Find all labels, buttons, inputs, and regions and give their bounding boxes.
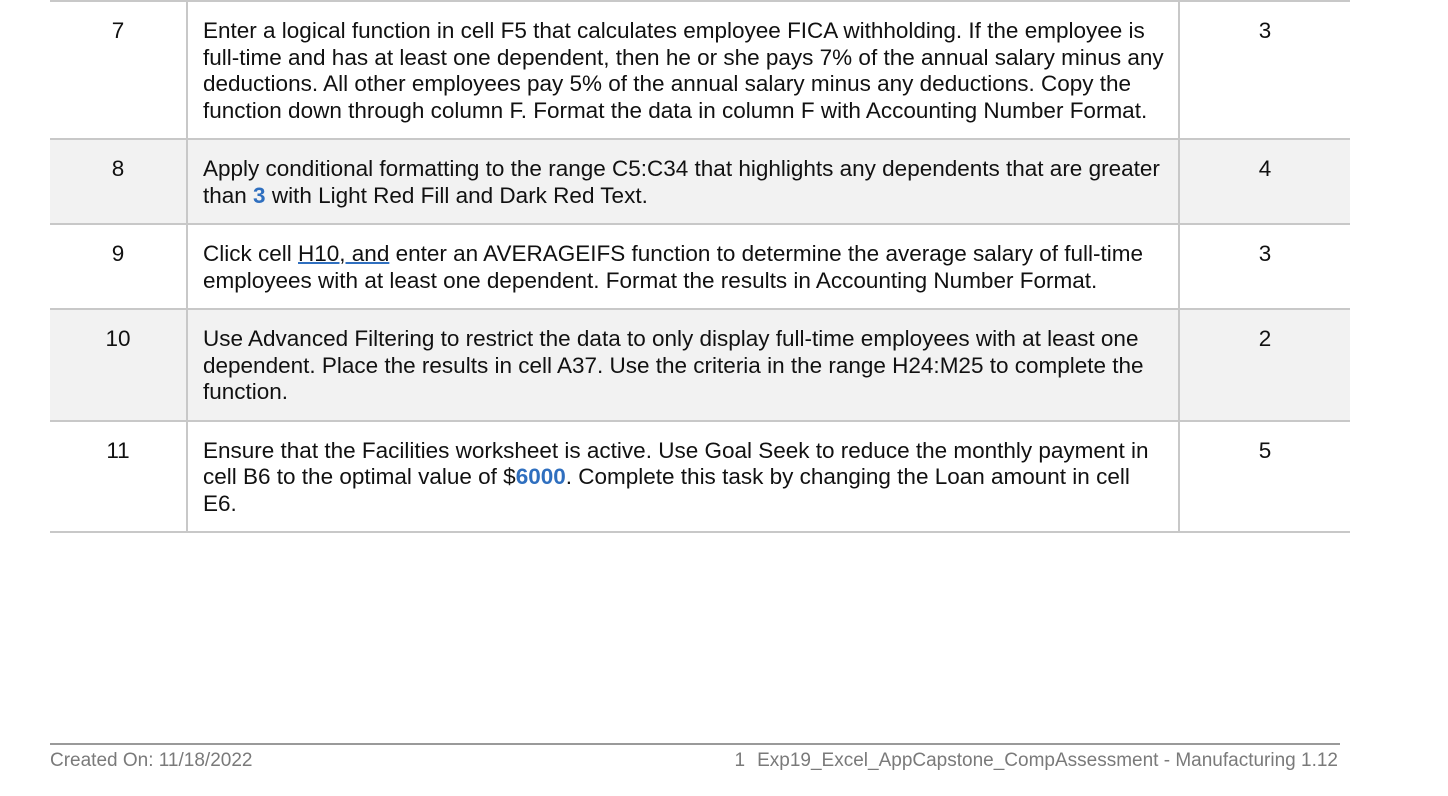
step-number: 10 <box>50 309 187 421</box>
page-number: 1 <box>734 750 746 771</box>
footer-divider <box>50 743 1340 745</box>
step-number: 9 <box>50 224 187 309</box>
instruction-text: Ensure that the Facilities worksheet is active. Use Goal Seek to reduce the monthly payment in cell B6 to the optimal value of $ <box>203 437 1149 489</box>
step-number: 11 <box>50 421 187 533</box>
step-points: 2 <box>1179 309 1350 421</box>
step-row <box>50 224 1350 309</box>
step-points: 4 <box>1179 139 1350 224</box>
step-instruction: Use Advanced Filtering to restrict the data to only display full-time employees with at least one dependent. Place the results in cell A37. Use the criteria in the range H24:M25 to complete the function. <box>187 309 1179 421</box>
step-row <box>50 1 1350 139</box>
step-instruction <box>187 421 1179 533</box>
step-points: 3 <box>1258 241 1272 266</box>
instruction-text: . Complete this task by changing the Loan amount in cell E6. <box>203 464 1130 516</box>
footer-document-info <box>735 750 1338 772</box>
instruction-text: Apply conditional formatting to the range C5:C34 that highlights any dependents that are greater than <box>203 156 1160 208</box>
step-instruction <box>187 139 1179 224</box>
highlighted-value: 3 <box>253 182 266 208</box>
step-points: 3 <box>1258 18 1272 43</box>
step-number: 7 <box>50 1 187 139</box>
step-points: 5 <box>1258 437 1272 463</box>
underlined-text: H10, and <box>298 241 390 266</box>
step-row <box>50 421 1350 533</box>
instructions-table <box>50 0 1350 533</box>
document-title: Exp19_Excel_AppCapstone_CompAssessment - Manufacturing 1.12 <box>757 750 1338 771</box>
step-instruction: Enter a logical function in cell F5 that calculates employee FICA withholding. If the employee is full-time and has at least one dependent, then he or she pays 7% of the annual salary minus any deductions. All other employees pay 5% of the annual salary minus any deductions. Copy the function down through column F. Format the data in column F with Accounting Number Format. <box>187 1 1179 139</box>
footer-created-on: Created On: 11/18/2022 <box>50 750 253 771</box>
instruction-text: Click cell <box>203 241 299 266</box>
instruction-text: with Light Red Fill and Dark Red Text. <box>265 182 648 208</box>
highlighted-value: 6000 <box>515 464 566 489</box>
instruction-text: enter an AVERAGEIFS function to determine the average salary of full-time employees with at least one dependent. Format the results in Accounting Number Format. <box>203 241 1144 293</box>
step-instruction <box>187 224 1179 309</box>
step-number: 8 <box>50 139 187 224</box>
step-row <box>50 139 1350 224</box>
step-row <box>50 309 1350 421</box>
